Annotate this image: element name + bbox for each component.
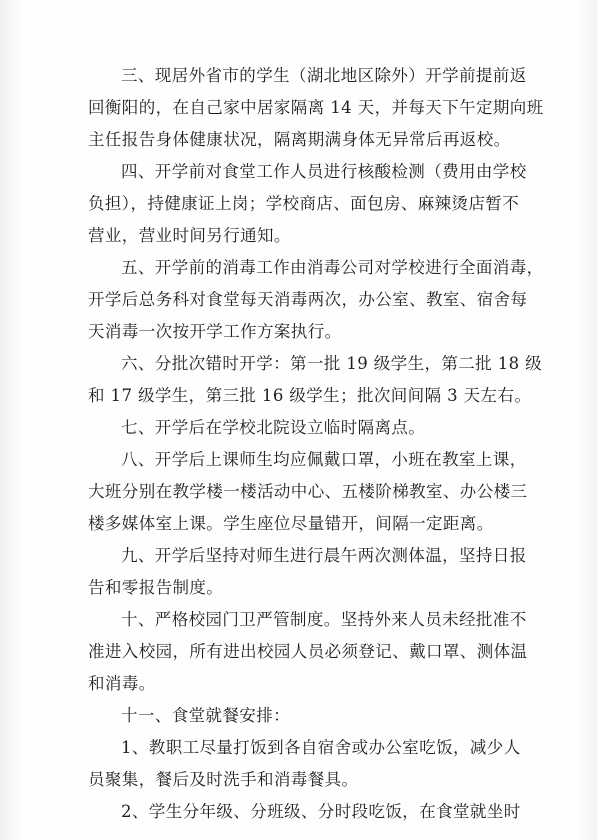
paragraph-9 [88,540,527,604]
paragraph-line: 2、学生分年级、分班级、分时段吃饭，在食堂就坐时 [121,802,521,821]
paragraph-8 [88,444,528,540]
paragraph-3 [88,60,544,156]
paragraph-line: 营业，营业时间另行通知。 [88,226,291,245]
paragraph-10 [88,604,528,700]
paragraph-line: 回衡阳的，在自己家中居家隔离 14 天，并每天下午定期向班 [88,98,544,117]
paragraph-line: 三、现居外省市的学生（湖北地区除外）开学前提前返 [121,66,527,85]
paragraph-line: 九、开学后坚持对师生进行晨午两次测体温，坚持日报 [121,546,527,565]
paragraph-7 [88,412,513,444]
paragraph-5 [88,252,544,348]
scan-shadow-left [0,0,22,840]
paragraph-line: 五、开学前的消毒工作由消毒公司对学校进行全面消毒， [121,258,544,277]
paragraph-line: 八、开学后上课师生均应佩戴口罩，小班在教室上课， [121,450,527,469]
paragraph-line: 十一、食堂就餐安排： [121,706,290,725]
paragraph-line: 六、分批次错时开学：第一批 19 级学生，第二批 18 级 [121,354,543,373]
paragraph-line: 主任报告身体健康状况，隔离期满身体无异常后再返校。 [88,130,511,149]
paragraph-line: 告和零报告制度。 [88,578,224,597]
paragraph-line: 十、严格校园门卫严管制度。坚持外来人员未经批准不 [121,610,527,629]
scan-shadow-right [575,0,597,840]
paragraph-line: 1、教职工尽量打饭到各自宿舍或办公室吃饭，减少人 [121,738,521,757]
paragraph-11-item-2 [88,796,521,828]
paragraph-11-heading [88,700,513,732]
paragraph-line: 准进入校园，所有进出校园人员必须登记、戴口罩、测体温 [88,642,528,661]
paragraph-line: 员聚集，餐后及时洗手和消毒餐具。 [88,770,359,789]
paragraph-line: 和 17 级学生，第三批 16 级学生；批次间间隔 3 天左右。 [88,386,532,405]
paragraph-6 [88,348,543,412]
paragraph-line: 天消毒一次按开学工作方案执行。 [88,322,342,341]
paragraph-line: 和消毒。 [88,674,156,693]
paragraph-line: 负担），持健康证上岗；学校商店、面包房、麻辣烫店暂不 [88,194,520,213]
paragraph-line: 开学后总务科对食堂每天消毒两次，办公室、教室、宿舍每 [88,290,528,309]
paragraph-line: 七、开学后在学校北院设立临时隔离点。 [121,418,426,437]
paragraph-4 [88,156,527,252]
paragraph-line: 大班分别在教学楼一楼活动中心、五楼阶梯教室、办公楼三 [88,482,528,501]
document-body [88,60,544,828]
paragraph-line: 楼多媒体室上课。学生座位尽量错开，间隔一定距离。 [88,514,494,533]
paragraph-line: 四、开学前对食堂工作人员进行核酸检测（费用由学校 [121,162,527,181]
paragraph-11-item-1 [88,732,521,796]
